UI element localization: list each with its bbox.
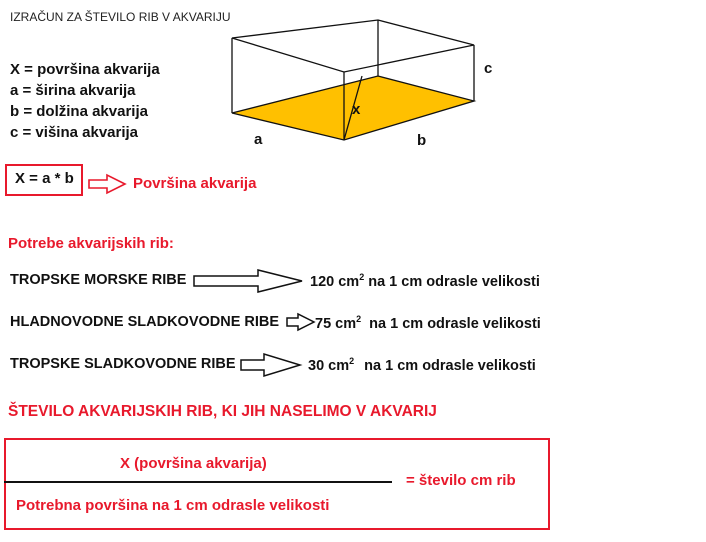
fraction-numerator: X (površina akvarija) xyxy=(120,455,267,472)
needs-row-3-value: 30 $cm^2$ na 1 cm odrasle velikosti xyxy=(308,356,536,374)
formula-expression: X = a * b xyxy=(15,170,74,187)
label-b: b xyxy=(417,132,427,149)
needs-row-2-name: HLADNOVODNE SLADKOVODNE RIBE xyxy=(10,314,280,330)
needs-row-2-value: 75 $cm^2$ na 1 cm odrasle velikosti xyxy=(315,314,541,332)
page-title: IZRAČUN ZA ŠTEVILO RIB V AKVARIJU xyxy=(10,10,231,24)
needs-row-1-value: 120 $cm^2$ na 1 cm odrasle velikosti xyxy=(310,272,540,290)
formula-arrow-icon xyxy=(89,175,125,193)
needs-row-3-name: TROPSKE SLADKOVODNE RIBE xyxy=(10,356,236,372)
needs-arrow-icon-2 xyxy=(287,314,314,330)
aquarium-top xyxy=(232,20,474,72)
formula-result: Površina akvarija xyxy=(133,175,257,192)
needs-arrow-icon-3 xyxy=(241,354,300,376)
label-c: c xyxy=(484,60,493,77)
label-a: a xyxy=(254,131,263,148)
definition-x: X = površina akvarija xyxy=(10,61,160,78)
label-x: x xyxy=(352,101,361,118)
needs-arrow-icon-1 xyxy=(194,270,302,292)
needs-row-1-name: TROPSKE MORSKE RIBE xyxy=(10,272,187,288)
definition-b: b = dolžina akvarija xyxy=(10,103,148,120)
fraction-line xyxy=(4,481,392,483)
definition-a: a = širina akvarija xyxy=(10,82,136,99)
fraction-result: = število cm rib xyxy=(406,472,516,489)
fraction-denominator: Potrebna površina na 1 cm odrasle velikosti xyxy=(16,497,330,514)
needs-heading: Potrebe akvarijskih rib: xyxy=(8,235,174,252)
count-heading: ŠTEVILO AKVARIJSKIH RIB, KI JIH NASELIMO V AKVARIJ xyxy=(8,403,437,420)
definition-c: c = višina akvarija xyxy=(10,124,139,141)
